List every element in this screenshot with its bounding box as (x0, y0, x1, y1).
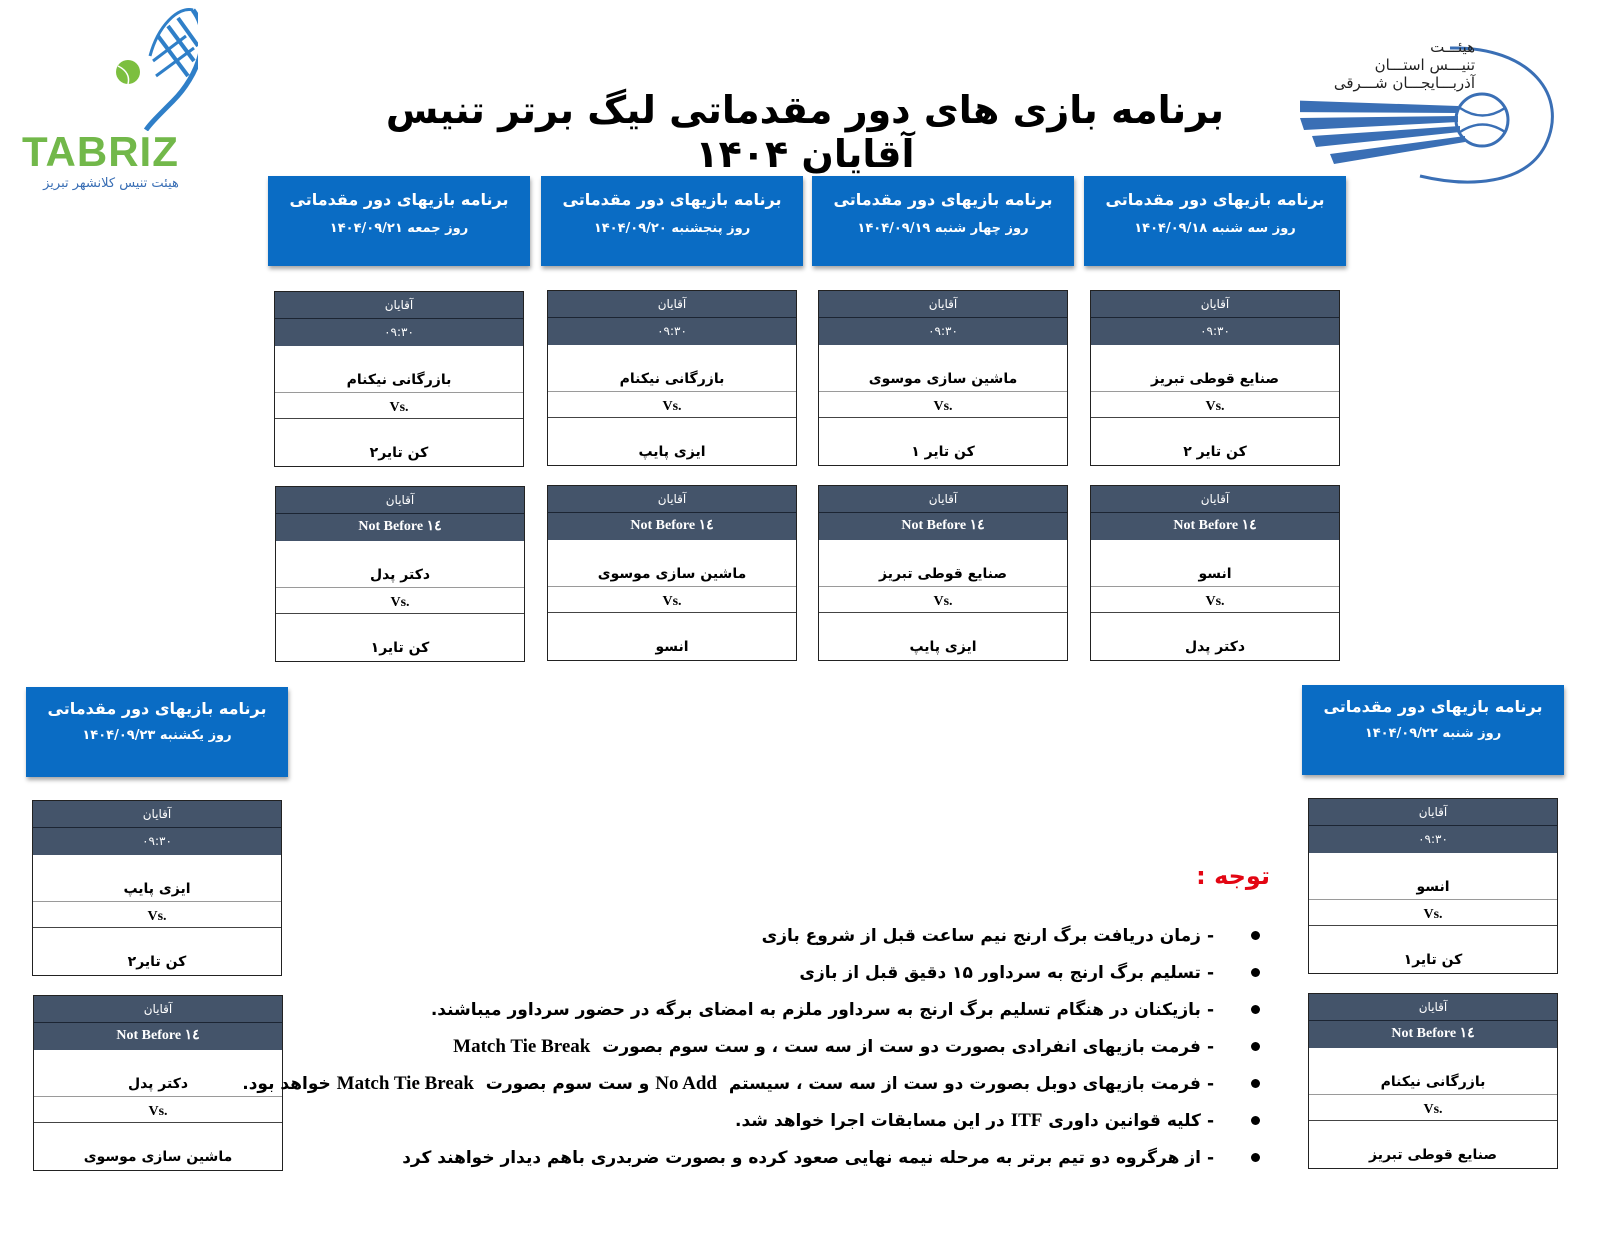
org-name-line-2: تنیـــس استـــان (1374, 56, 1475, 74)
day-header (541, 176, 803, 266)
notice-english-term: Match Tie Break (453, 1036, 591, 1057)
match-card (1090, 485, 1340, 661)
match-card (818, 290, 1068, 466)
versus-label: Vs. (276, 588, 524, 614)
team-away: ایزی پایپ (638, 444, 706, 460)
team-home: ماشین سازی موسوی (548, 540, 796, 587)
match-card (32, 800, 282, 976)
notice-item (300, 996, 1260, 1033)
team-away: کن تایر۱ (1403, 952, 1463, 968)
match-time: Not Before ١٤ (1309, 1021, 1557, 1048)
match-category: آقایان (548, 486, 796, 513)
match-card (818, 485, 1068, 661)
day-header-title: برنامه بازیهای دور مقدماتی (289, 190, 509, 209)
dash: - (1206, 1111, 1214, 1131)
page-title: برنامه بازی های دور مقدماتی لیگ برتر تنیس آقایان ۱۴۰۴ (385, 88, 1225, 176)
team-away: دکتر پدل (1184, 639, 1246, 655)
versus-label: Vs. (819, 392, 1067, 418)
notice-english-term: ITF (1010, 1110, 1043, 1131)
notice-item (242, 1070, 1260, 1107)
day-header-title: برنامه بازیهای دور مقدماتی (47, 699, 267, 718)
team-away: ماشین سازی موسوی (83, 1149, 233, 1165)
org-name-line-3: آذربـــایجـــان شـــرقی (1333, 74, 1475, 92)
dash: - (1206, 1000, 1214, 1020)
team-away: صنایع قوطی تبریز (1368, 1147, 1497, 1163)
bullet-icon (1251, 968, 1260, 977)
versus-label: Vs. (1091, 587, 1339, 613)
day-header-title: برنامه بازیهای دور مقدماتی (1105, 190, 1325, 209)
bullet-icon (1251, 931, 1260, 940)
team-home: دکتر پدل (34, 1050, 282, 1097)
team-away: ایزی پایپ (909, 639, 977, 655)
notice-text: فرمت بازیهای انفرادی بصورت دو ست از سه ست ، و ست سوم بصورت (602, 1037, 1201, 1057)
dash: - (1206, 1037, 1214, 1057)
team-home: بازرگانی نیکنام (1309, 1048, 1557, 1095)
team-away: کن تایر۲ (369, 445, 429, 461)
notice-title: توجه : (1196, 862, 1270, 890)
match-card (547, 485, 797, 661)
notice-text: و ست سوم بصورت (485, 1074, 650, 1094)
team-away: کن تایر ۲ (1183, 444, 1247, 460)
dash: - (1206, 1148, 1214, 1168)
day-header (268, 176, 530, 266)
notice-item (300, 959, 1260, 996)
notice-text: خواهد بود. (242, 1074, 331, 1094)
match-category: آقایان (276, 487, 524, 514)
day-header (26, 687, 288, 777)
bullet-icon (1251, 1116, 1260, 1125)
match-time: ۰۹:۳۰ (33, 828, 281, 855)
match-category: آقایان (819, 486, 1067, 513)
tabriz-logo (18, 6, 198, 191)
day-header-date: روز سه شنبه ۱۴۰۴/۰۹/۱۸ (1134, 221, 1296, 236)
match-card (1308, 798, 1558, 974)
bullet-icon (1251, 1079, 1260, 1088)
match-time: Not Before ١٤ (548, 513, 796, 540)
notice-item (300, 1144, 1260, 1181)
team-home: صنایع قوطی تبریز (819, 540, 1067, 587)
match-time: Not Before ١٤ (34, 1023, 282, 1050)
versus-label: Vs. (33, 902, 281, 928)
azarbaijan-tennis-logo (1300, 36, 1590, 196)
day-header-title: برنامه بازیهای دور مقدماتی (562, 190, 782, 209)
team-away: کن تایر۲ (127, 954, 187, 970)
match-category: آقایان (1309, 799, 1557, 826)
day-header-date: روز جمعه ۱۴۰۴/۰۹/۲۱ (329, 221, 469, 236)
logo-subtitle: هیئت تنیس کلانشهر تبریز (43, 176, 179, 191)
day-header-date: روز پنجشنبه ۱۴۰۴/۰۹/۲۰ (593, 221, 751, 236)
org-name-line-1: هیئـــت (1430, 38, 1475, 56)
notice-english-term: No Add (655, 1073, 717, 1094)
notice-text: تسلیم برگ ارنج به سرداور ۱۵ دقیق قبل از بازی (799, 963, 1201, 983)
day-header (812, 176, 1074, 266)
versus-label: Vs. (548, 392, 796, 418)
bullet-icon (1251, 1042, 1260, 1051)
match-category: آقایان (548, 291, 796, 318)
match-time: ۰۹:۳۰ (819, 318, 1067, 345)
team-home: بازرگانی نیکنام (548, 345, 796, 392)
team-home: دکتر پدل (276, 541, 524, 588)
match-time: ۰۹:۳۰ (548, 318, 796, 345)
match-category: آقایان (1309, 994, 1557, 1021)
org-name (1300, 38, 1475, 92)
notice-item (300, 1107, 1260, 1144)
match-category: آقایان (34, 996, 282, 1023)
bullet-icon (1251, 1153, 1260, 1162)
versus-label: Vs. (548, 587, 796, 613)
match-card (1308, 993, 1558, 1169)
notice-text: کلیه قوانین داوری (1048, 1111, 1201, 1131)
notice-item (300, 922, 1260, 959)
match-time: Not Before ١٤ (276, 514, 524, 541)
team-home: انسو (1309, 853, 1557, 900)
team-away: کن تایر۱ (370, 640, 430, 656)
match-card (274, 291, 524, 467)
match-time: ۰۹:۳۰ (275, 319, 523, 346)
versus-label: Vs. (1091, 392, 1339, 418)
notice-english-term: Match Tie Break (336, 1073, 474, 1094)
team-home: انسو (1091, 540, 1339, 587)
match-category: آقایان (1091, 291, 1339, 318)
notice-text: بازیکنان در هنگام تسلیم برگ ارنج به سرداور ملزم به امضای برگه در حضور سرداور میباشند. (430, 1000, 1201, 1020)
notice-item (300, 1033, 1260, 1070)
versus-label: Vs. (1309, 900, 1557, 926)
match-time: ۰۹:۳۰ (1091, 318, 1339, 345)
bullet-icon (1251, 1005, 1260, 1014)
day-header-title: برنامه بازیهای دور مقدماتی (1323, 697, 1543, 716)
dash: - (1206, 963, 1214, 983)
day-header-title: برنامه بازیهای دور مقدماتی (833, 190, 1053, 209)
match-category: آقایان (1091, 486, 1339, 513)
versus-label: Vs. (819, 587, 1067, 613)
notice-list (242, 922, 1260, 1181)
notice-text: فرمت بازیهای دوبل بصورت دو ست از سه ست ، سیستم (728, 1074, 1201, 1094)
day-header-date: روز شنبه ۱۴۰۴/۰۹/۲۲ (1364, 726, 1502, 741)
logo-wordmark: TABRIZ (22, 128, 179, 175)
notice-text: زمان دریافت برگ ارنج نیم ساعت قبل از شروع بازی (761, 926, 1201, 946)
notice-text: از هرگروه دو تیم برتر به مرحله نیمه نهایی صعود کرده و بصورت ضربدری باهم دیدار خواهند کرد (402, 1148, 1201, 1168)
team-away: انسو (655, 639, 689, 655)
day-header (1302, 685, 1564, 775)
match-time: Not Before ١٤ (819, 513, 1067, 540)
team-home: ماشین سازی موسوی (819, 345, 1067, 392)
dash: - (1206, 926, 1214, 946)
match-time: ۰۹:۳۰ (1309, 826, 1557, 853)
day-header-date: روز چهار شنبه ۱۴۰۴/۰۹/۱۹ (857, 221, 1029, 236)
day-header (1084, 176, 1346, 266)
match-card (275, 486, 525, 662)
match-time: Not Before ١٤ (1091, 513, 1339, 540)
tennis-racket-icon (18, 6, 198, 131)
match-category: آقایان (819, 291, 1067, 318)
versus-label: Vs. (34, 1097, 282, 1123)
team-home: بازرگانی نیکنام (275, 346, 523, 393)
notice-text: در این مسابقات اجرا خواهد شد. (735, 1111, 1005, 1131)
team-home: صنایع قوطی تبریز (1091, 345, 1339, 392)
versus-label: Vs. (1309, 1095, 1557, 1121)
dash: - (1206, 1074, 1214, 1094)
match-category: آقایان (275, 292, 523, 319)
day-header-date: روز یکشنبه ۱۴۰۴/۰۹/۲۳ (82, 728, 232, 743)
match-card (1090, 290, 1340, 466)
team-away: کن تایر ۱ (911, 444, 975, 460)
match-category: آقایان (33, 801, 281, 828)
team-home: ایزی پایپ (33, 855, 281, 902)
versus-label: Vs. (275, 393, 523, 419)
match-card (547, 290, 797, 466)
